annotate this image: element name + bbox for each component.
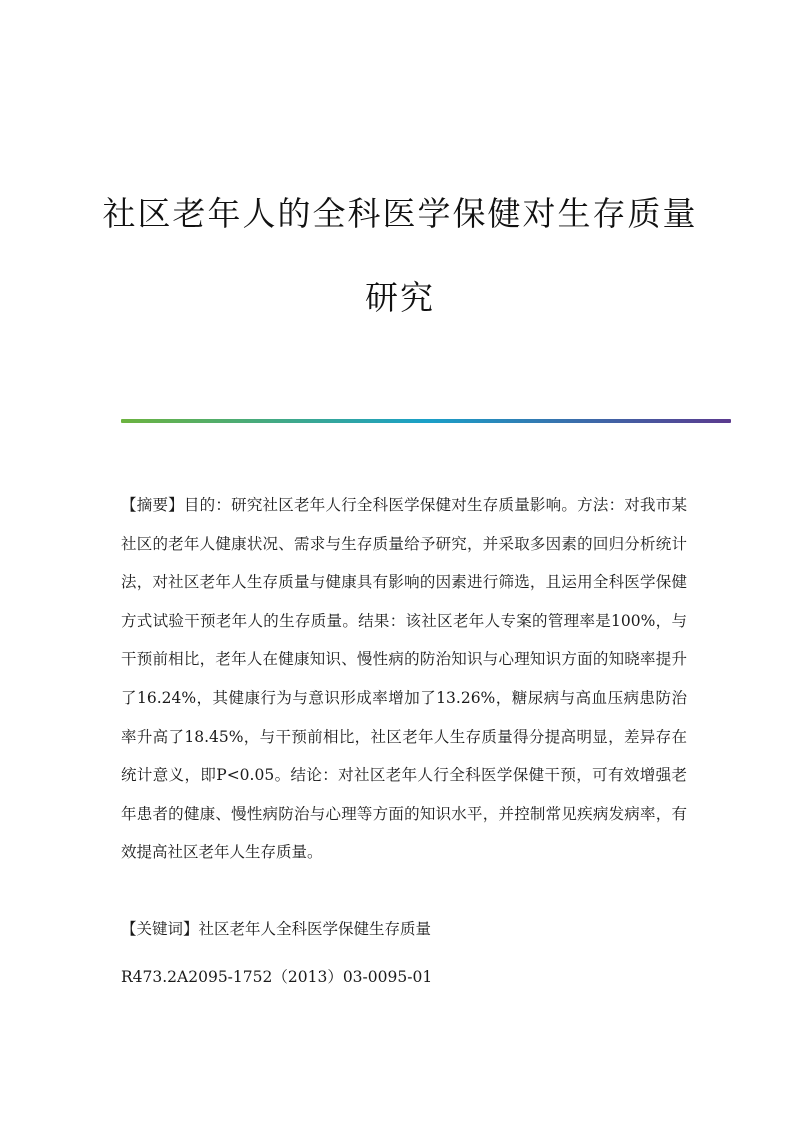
keywords-text: 社区老年人全科医学保健生存质量: [198, 920, 432, 938]
document-title-line-1: 社区老年人的全科医学保健对生存质量: [102, 194, 698, 233]
abstract-label: 【摘要】: [121, 496, 184, 514]
keywords-label: 【关键词】: [121, 920, 199, 938]
keywords-paragraph: [121, 910, 687, 948]
document-title-line-2: 研究: [365, 278, 435, 317]
title-divider: [121, 419, 731, 423]
abstract-text: 目的：研究社区老年人行全科医学保健对生存质量影响。方法：对我市某社区的老年人健康状况、需求与生存质量给予研究，并采取多因素的回归分析统计法，对社区老年人生存质量与健康具有影响的因素进行筛选，且运用全科医学保健方式试验干预老年人的生存质量。结果：该社区老年人专案的管理率是100%，与干预前相比，老年人在健康知识、慢性病的防治知识与心理知识方面的知晓率提升了16.24%，其健康行为与意识形成率增加了13.26%，糖尿病与高血压病患防治率升高了18.45%，与干预前相比，社区老年人生存质量得分提高明显，差异存在统计意义，即P<0.05。结论：对社区老年人行全科医学保健干预，可有效增强老年患者的健康、慢性病防治与心理等方面的知识水平，并控制常见疾病发病率，有效提高社区老年人生存质量。: [121, 496, 687, 862]
classification-code: R473.2A2095-1752（2013）03-0095-01: [121, 968, 433, 986]
abstract-paragraph: [121, 486, 687, 872]
